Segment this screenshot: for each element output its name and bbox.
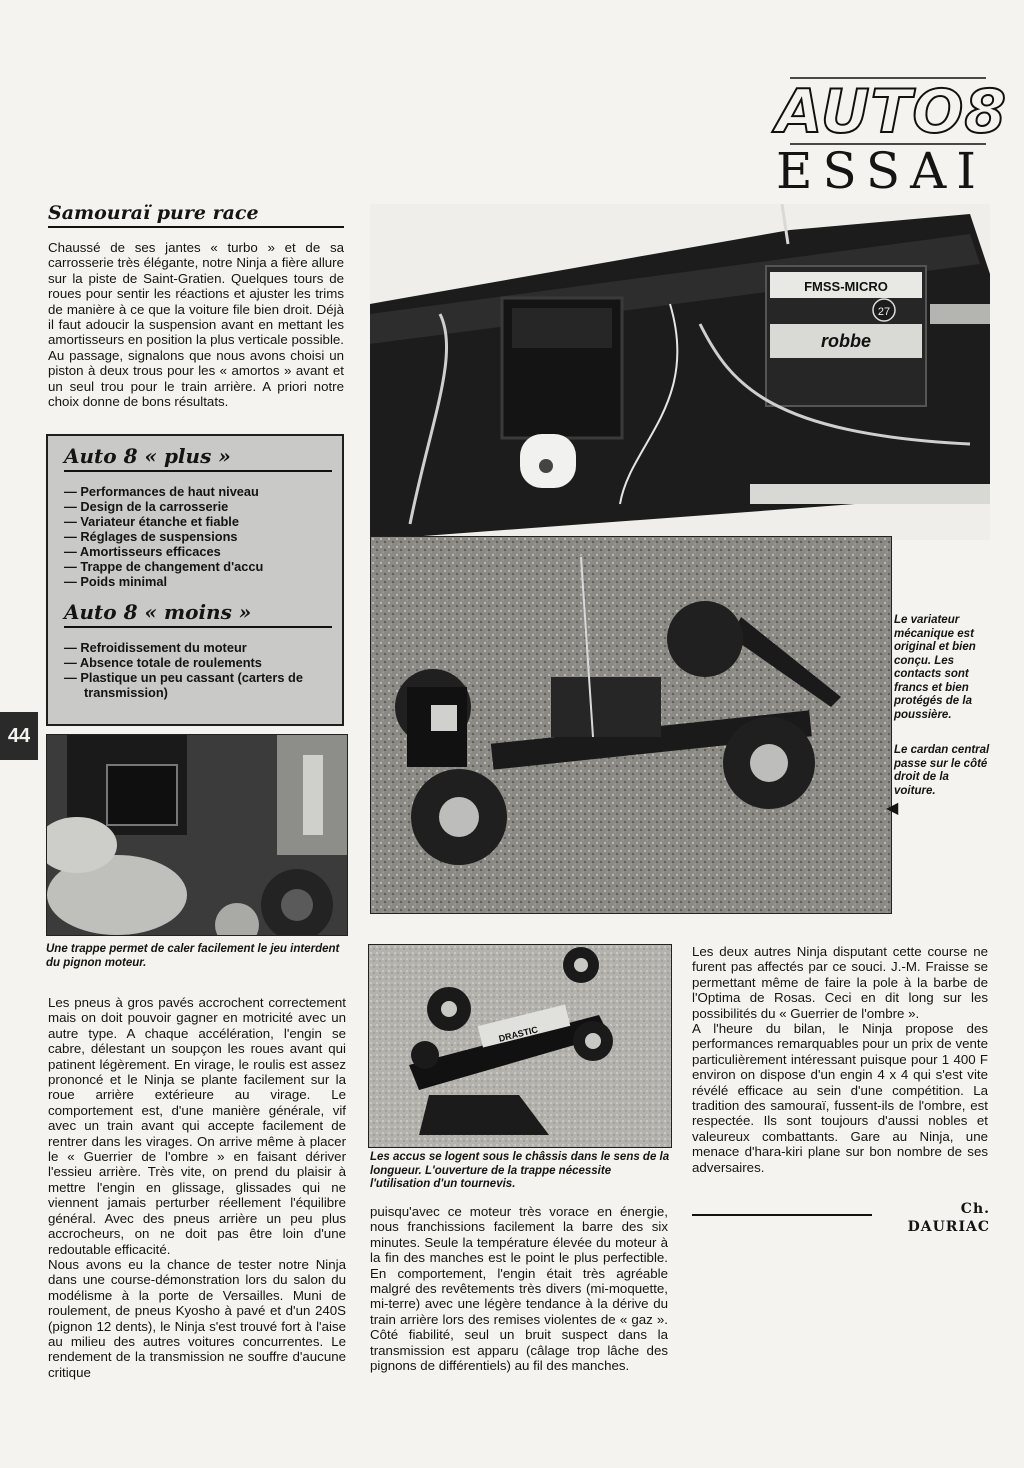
paragraph: puisqu'avec ce moteur très vorace en énergie, nous franchissions facilement la barre des six minutes. Seule la température élevée du moteur à la fin des manches est le point le plus perfectible. En comportement, l'engin était très agréable malgré des revêtements très divers (mi-moquette, mi-terre) avec une légère tendance à la dérive du train arrière lors des remises violentes de « gaz ». Côté fiabilité, seul un bruit suspect dans la transmission est apparu (câlage trop lâche des pignons de différentiels) au fil des manches. (370, 1204, 668, 1374)
paragraph: Les deux autres Ninja disputant cette course ne furent pas affectés par ce souci. J.-M. Fraisse se permettant même de faire la pole à la barbe de l'Optima de Rosas. Ceci en dit long sur les possibilités du « Guerrier de l'ombre ». (692, 944, 988, 1021)
intro-paragraph (48, 240, 344, 409)
caption-variateur: Le variateur mécanique est original et bien conçu. Les contacts sont francs et bien protégés de la poussière. (894, 614, 976, 721)
moins-item: — Plastique un peu cassant (carters de transmission) (64, 670, 303, 700)
moins-list (64, 640, 336, 700)
battery-label: DRASTIC (497, 1024, 539, 1044)
moins-item: — Refroidissement du moteur (64, 640, 247, 655)
column-3 (692, 944, 988, 1175)
brand-logo: AUTO8 (776, 77, 1008, 147)
paragraph: A l'heure du bilan, le Ninja propose des performances remarquables pour un prix de vente particulièrement intéressant puisque pour 1 400 F environ on dispose d'un engin 4 x 4 qui s'est vite révélé efficace au sein d'une compétition. La tradition des samouraï, fussent-ils de l'ombre, est respectée. Ils sont toujours d'aussi nobles et valeureux combattants. Gare au Ninja, une menace d'hara-kiri plane sur bon nombre de ses adversaires. (692, 1021, 988, 1175)
signature-rule (692, 1214, 872, 1216)
receiver-model-label: FMSS-MICRO (804, 279, 888, 294)
section-title: Samouraï pure race (48, 200, 344, 228)
caption-cardan: Le cardan central passe sur le côté droit de la voiture. (894, 744, 990, 797)
caption-trappe: Une trappe permet de caler facilement le jeu interdent du pignon moteur. (46, 943, 340, 969)
chassis-ground-photo (370, 536, 892, 914)
paragraph: Les pneus à gros pavés accrochent correctement mais on doit pouvoir gagner en motricité avec un autre type. A chaque accélération, l'engin se cabre, délestant un soupçon les roues avant qui patinent légèrement. En virage, le roulis est assez prononcé et le Ninja se plante facilement sur la roue arrière extérieure au virage. Le comportement est, d'une manière générale, vif avec un train avant qui accepte facilement de rentrer dans les virages. On arrive même à placer le « Guerrier de l'ombre » en faisant dériver l'essieu arrière. Très vite, on prend du plaisir à mettre l'engin en glissage, glissades qui ne viennent jamais perturber réellement l'équilibre général. Avec des pneus arrière un peu plus accrocheurs, on ne doit pas être loin d'une redoutable efficacité. (48, 995, 346, 1257)
paragraph: Nous avons eu la chance de tester notre Ninja dans une course-démonstration lors du salon du modélisme à la porte de Versailles. Muni de roulement, de pneus Kyosho à pavé et d'un 240S (pignon 12 dents), le Ninja s'est trouvé fort à l'aise au milieu des autres voitures concurrentes. Le rendement de la transmission ne souffre d'aucune critique (48, 1256, 346, 1380)
plus-item: — Trappe de changement d'accu (64, 559, 264, 574)
receiver-brand-label: robbe (820, 331, 872, 351)
moins-heading: Auto 8 « moins » (64, 598, 332, 628)
caption-arrow-icon: ◀ (886, 800, 899, 817)
plus-item: — Poids minimal (64, 574, 168, 589)
plus-heading: Auto 8 « plus » (64, 442, 332, 472)
intro-text: Chaussé de ses jantes « turbo » et de sa carrosserie très élégante, notre Ninja a fière allure sur la piste de Saint-Gratien. Quelques tours de roues pour sentir les réactions et ajuster les trims de manière à ce que la voiture file bien droit. Déjà il faut adoucir la suspension avant en mettant les amortisseurs en position la plus verticale possible. Au passage, signalons que nous avons choisi un piston à deux trous pour les « amortos » avant et un seul trou pour le train arrière. A priori notre choix donne de bons résultats. (48, 240, 344, 410)
section-label: ESSAI (776, 142, 986, 200)
trappe-photo (46, 734, 348, 936)
page-number: 44 (0, 712, 38, 760)
receiver-channel-label: 27 (877, 306, 891, 318)
plus-item: — Réglages de suspensions (64, 529, 238, 544)
plus-item: — Amortisseurs efficaces (64, 544, 221, 559)
caption-accus: Les accus se logent sous le châssis dans le sens de la longueur. L'ouverture de la trappe nécessite l'utilisation d'un tournevis. (370, 1151, 670, 1190)
moins-item: — Absence totale de roulements (64, 655, 262, 670)
plus-item: — Variateur étanche et fiable (64, 514, 239, 529)
accus-photo (368, 944, 672, 1148)
column-1 (48, 995, 346, 1380)
plus-item: — Design de la carrosserie (64, 499, 229, 514)
plus-item: — Performances de haut niveau (64, 484, 259, 499)
receiver-photo (370, 204, 990, 540)
author-signature: Ch. DAURIAC (907, 1201, 990, 1235)
column-2 (370, 1204, 668, 1373)
pros-cons-box (46, 434, 344, 726)
plus-list (64, 484, 336, 589)
